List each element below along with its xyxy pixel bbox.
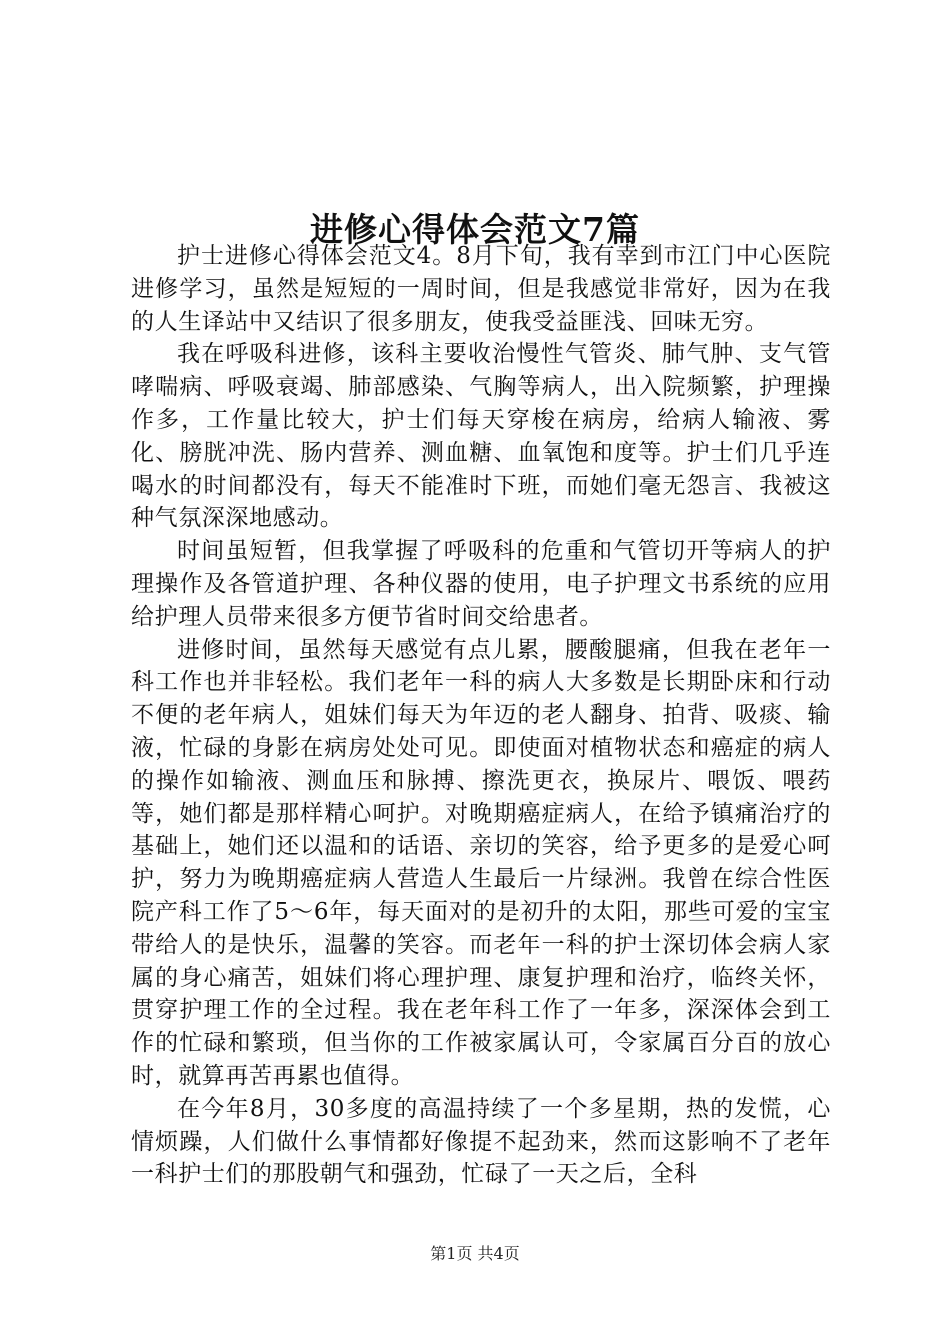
document-title: 进修心得体会范文7篇 (310, 210, 640, 250)
document-body (131, 240, 831, 1191)
paragraph: 护士进修心得体会范文4。8月下旬，我有幸到市江门中心医院进修学习，虽然是短短的一周时间，但是我感觉非常好，因为在我的人生译站中又结识了很多朋友，使我受益匪浅、回味无穷。 (131, 243, 831, 335)
paragraph: 在今年8月，30多度的高温持续了一个多星期，热的发慌，心情烦躁，人们做什么事情都好像提不起劲来，然而这影响不了老年一科护士们的那股朝气和强劲，忙碌了一天之后，全科 (131, 1095, 831, 1188)
page-footer: 第1页 共4页 (430, 1244, 520, 1263)
paragraph: 时间虽短暂，但我掌握了呼吸科的危重和气管切开等病人的护理操作及各管道护理、各种仪器的使用，电子护理文书系统的应用给护理人员带来很多方便节省时间交给患者。 (131, 538, 831, 630)
paragraph: 我在呼吸科进修，该科主要收治慢性气管炎、肺气肿、支气管哮喘病、呼吸衰竭、肺部感染、气胸等病人，出入院频繁，护理操作多，工作量比较大，护士们每天穿梭在病房，给病人输液、雾化、膀胱冲洗、肠内营养、测血糖、血氧饱和度等。护士们几乎连喝水的时间都没有，每天不能准时下班，而她们毫无怨言、我被这种气氛深深地感动。 (131, 341, 831, 532)
paragraph: 进修时间，虽然每天感觉有点儿累，腰酸腿痛，但我在老年一科工作也并非轻松。我们老年一科的病人大多数是长期卧床和行动不便的老年病人，姐妹们每天为年迈的老人翻身、拍背、吸痰、输液，忙碌的身影在病房处处可见。即使面对植物状态和癌症的病人的操作如输液、测血压和脉搏、擦洗更衣，换尿片、喂饭、喂药等，她们都是那样精心呵护。对晚期癌症病人，在给予镇痛治疗的基础上，她们还以温和的话语、亲切的笑容，给予更多的是爱心呵护，努力为晚期癌症病人营造人生最后一片绿洲。我曾在综合性医院产科工作了5～6年，每天面对的是初升的太阳，那些可爱的宝宝带给人的是快乐，温馨的笑容。而老年一科的护士深切体会病人家属的身心痛苦，姐妹们将心理护理、康复护理和治疗，临终关怀，贯穿护理工作的全过程。我在老年科工作了一年多，深深体会到工作的忙碌和繁琐，但当你的工作被家属认可，令家属百分百的放心时，就算再苦再累也值得。 (131, 636, 831, 1089)
